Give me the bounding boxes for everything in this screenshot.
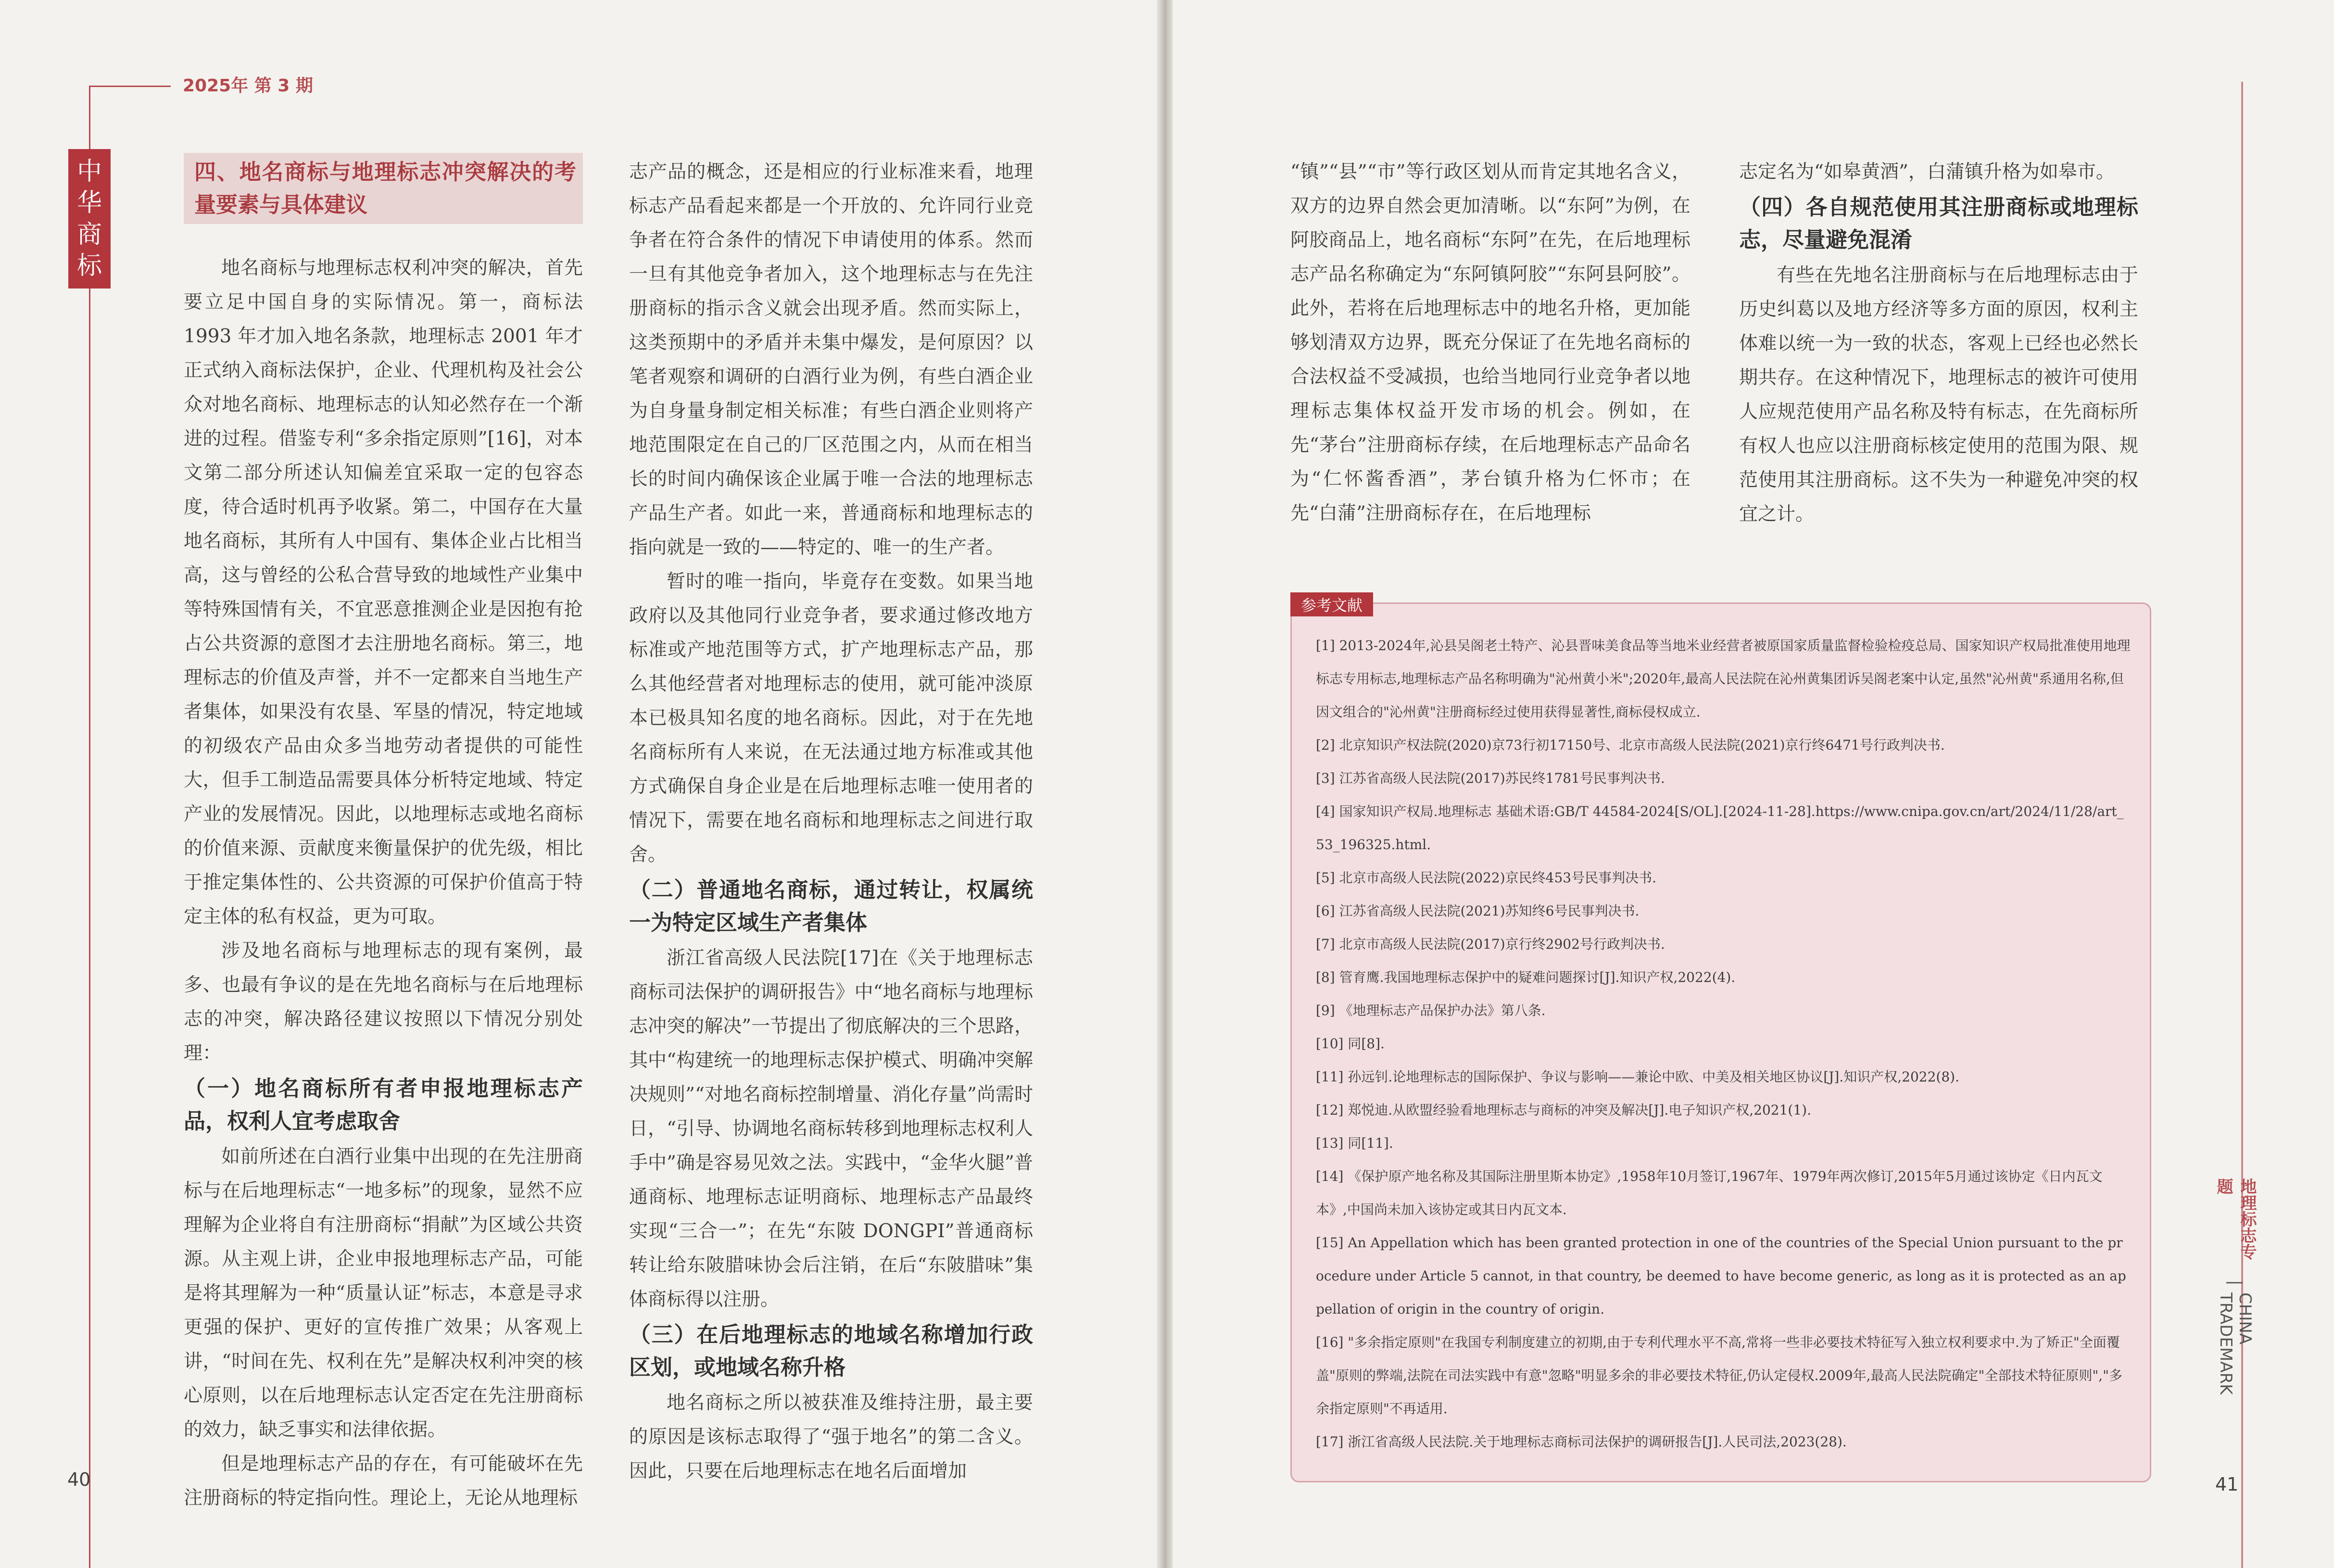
reference-list: [1316, 629, 2131, 1458]
text-column-1: [184, 153, 583, 1515]
page-number: 40: [67, 1469, 91, 1490]
paragraph: 暂时的唯一指向，毕竟存在变数。如果当地政府以及其他同行业竞争者，要求通过修改地方标准或产地范围等方式，扩产地理标志产品，那么其他经营者对地理标志的使用，就可能冲淡原本已极具知名度的地名商标。因此，对于在先地名商标所有人来说，在无法通过地方标准或其他方式确保自身企业是在后地理标志唯一使用者的情况下，需要在地名商标和地理标志之间进行取舍。: [629, 571, 1033, 866]
paragraph: 志定名为“如皋黄酒”，白蒲镇升格为如皋市。: [1739, 161, 2115, 183]
reference-item: [1] 2013-2024年,沁县吴阁老土特产、沁县晋味美食品等当地米业经营者被原国家质量监督检验检疫总局、国家知识产权局批准使用地理标志专用标志,地理标志产品名称明确为"沁州黄小米";2020年,最高人民法院在沁州黄集团诉吴阁老案中认定,虽然"沁州黄"系通用名称,但因文组合的"沁州黄"注册商标经过使用获得显著性,商标侵权成立.: [1316, 638, 2131, 720]
reference-item: [12] 郑悦迪.从欧盟经验看地理标志与商标的冲突及解决[J].电子知识产权,2021(1).: [1316, 1102, 1811, 1118]
journal-logo: [68, 149, 111, 289]
paragraph: 但是地理标志产品的存在，有可能破坏在先注册商标的特定指向性。理论上，无论从地理标: [184, 1453, 583, 1509]
reference-item: [6] 江苏省高级人民法院(2021)苏知终6号民事判决书.: [1316, 903, 1640, 919]
margin-rule: [89, 86, 90, 1568]
subheading: （一）地名商标所有者申报地理标志产品，权利人宜考虑取舍: [184, 1076, 583, 1134]
paragraph: 涉及地名商标与地理标志的现有案例，最多、也最有争议的是在先地名商标与在后地理标志的冲突，解决路径建议按照以下情况分别处理：: [184, 940, 583, 1064]
references-box: [1290, 602, 2151, 1482]
text-column-3: [1290, 155, 1691, 530]
reference-item: [2] 北京知识产权法院(2020)京73行初17150号、北京市高级人民法院(2021)京行终6471号行政判决书.: [1316, 737, 1945, 753]
logo-char: 中: [76, 157, 102, 186]
left-page: [0, 0, 1160, 1568]
column-body: [184, 251, 583, 1515]
issue-label: 2025年 第 3 期: [183, 76, 313, 96]
text-column-2: [629, 155, 1033, 1488]
references-label: 参考文献: [1290, 592, 1373, 616]
paragraph: 地名商标与地理标志权利冲突的解决，首先要立足中国自身的实际情况。第一，商标法1993 年才加入地名条款，地理标志 2001 年才正式纳入商标法保护，企业、代理机构及社会公众对地名商标、地理标志的认知必然存在一个渐进的过程。借鉴专利“多余指定原则”[16]，对本文第二部分所述认知偏差宜采取一定的包容态度，待合适时机再予收紧。第二，中国存在大量地名商标，其所有人中国有、集体企业占比相当高，这与曾经的公私合营导致的地域性产业集中等特殊国情有关，不宜恶意推测企业是因抱有抢占公共资源的意图才去注册地名商标。第三，地理标志的价值及声誉，并不一定都来自当地生产者集体，如果没有农垦、军垦的情况，特定地域的初级农产品由众多当地劳动者提供的可能性大，但手工制造品需要具体分析特定地域、特定产业的发展情况。因此，以地理标志或地名商标的价值来源、贡献度来衡量保护的优先级，相比于推定集体性的、公共资源的可保护价值高于特定主体的私有权益，更为可取。: [184, 257, 583, 928]
column-body: [1290, 155, 1691, 530]
subheading: （三）在后地理标志的地域名称增加行政区划，或地域名称升格: [629, 1322, 1033, 1380]
reference-item: [16] "多余指定原则"在我国专利制度建立的初期,由于专利代理水平不高,常将一些非必要技术特征写入独立权利要求中.为了矫正"全面覆盖"原则的弊端,法院在司法实践中有意"忽略"明显多余的非必要技术特征,仍认定侵权.2009年,最高人民法院确定"全部技术特征原则","多余指定原则"不再适用.: [1316, 1334, 2123, 1417]
reference-item: [15] An Appellation which has been granted protection in one of the countries of the Special Union pursuant to the procedure under Article 5 cannot, in that country, be deemed to have become generic, as long as it is protected as an appellation of origin in the country of origin.: [1316, 1235, 2126, 1317]
section-heading: 四、地名商标与地理标志冲突解决的考量要素与具体建议: [184, 153, 583, 224]
paragraph: 志产品的概念，还是相应的行业标准来看，地理标志产品看起来都是一个开放的、允许同行业竞争者在符合条件的情况下申请使用的体系。然而一旦有其他竞争者加入，这个地理标志与在先注册商标的指示含义就会出现矛盾。然而实际上，这类预期中的矛盾并未集中爆发，是何原因？以笔者观察和调研的白酒行业为例，有些白酒企业为自身量身制定相关标准；有些白酒企业则将产地范围限定在自己的厂区范围之内，从而在相当长的时间内确保该企业属于唯一合法的地理标志产品生产者。如此一来，普通商标和地理标志的指向就是一致的——特定的、唯一的生产者。: [629, 161, 1033, 558]
logo-char: 标: [76, 251, 102, 281]
reference-item: [17] 浙江省高级人民法院.关于地理标志商标司法保护的调研报告[J].人民司法,2023(28).: [1316, 1434, 1847, 1450]
reference-item: [14] 《保护原产地名称及其国际注册里斯本协定》,1958年10月签订,1967年、1979年两次修订,2015年5月通过该协定《日内瓦文本》,中国尚未加入该协定或其日内瓦文本.: [1316, 1168, 2103, 1217]
reference-item: [7] 北京市高级人民法院(2017)京行终2902号行政判决书.: [1316, 936, 1665, 952]
subheading: （四）各自规范使用其注册商标或地理标志，尽量避免混淆: [1739, 194, 2138, 252]
paragraph: 浙江省高级人民法院[17]在《关于地理标志商标司法保护的调研报告》中“地名商标与地理标志冲突的解决”一节提出了彻底解决的三个思路，其中“构建统一的地理标志保护模式、明确冲突解决规则”“对地名商标控制增量、消化存量”尚需时日，“引导、协调地名商标转移到地理标志权利人手中”确是容易见效之法。实践中，“金华火腿”普通商标、地理标志证明商标、地理标志产品最终实现“三合一”；在先“东陂 DONGPI”普通商标转让给东陂腊味协会后注销，在后“东陂腊味”集体商标得以注册。: [629, 947, 1033, 1310]
column-body: [1739, 155, 2138, 531]
reference-item: [13] 同[11].: [1316, 1135, 1393, 1151]
header-rule: [89, 86, 171, 87]
side-title-en: CHINA TRADEMARK: [2216, 1292, 2255, 1395]
paragraph: 地名商标之所以被获准及维持注册，最主要的原因是该标志取得了“强于地名”的第二含义。因此，只要在后地理标志在地名后面增加: [629, 1392, 1033, 1482]
text-column-4: [1739, 155, 2138, 531]
side-title: [2214, 1178, 2257, 1447]
page-number: 41: [2215, 1474, 2239, 1495]
reference-item: [11] 孙远钊.论地理标志的国际保护、争议与影响——兼论中欧、中美及相关地区协议[J].知识产权,2022(8).: [1316, 1069, 1959, 1085]
reference-item: [3] 江苏省高级人民法院(2017)苏民终1781号民事判决书.: [1316, 770, 1665, 786]
logo-char: 商: [76, 220, 102, 249]
subheading: （二）普通地名商标，通过转让，权属统一为特定区域生产者集体: [629, 877, 1033, 935]
paragraph: 如前所述在白酒行业集中出现的在先注册商标与在后地理标志“一地多标”的现象，显然不应理解为企业将自有注册商标“捐献”为区域公共资源。从主观上讲，企业申报地理标志产品，可能是将其理解为一种“质量认证”标志，本意是寻求更强的保护、更好的宣传推广效果；从客观上讲，“时间在先、权利在先”是解决权利冲突的核心原则，以在后地理标志认定否定在先注册商标的效力，缺乏事实和法律依据。: [184, 1146, 583, 1441]
side-title-separator: |: [2226, 1280, 2245, 1286]
reference-item: [5] 北京市高级人民法院(2022)京民终453号民事判决书.: [1316, 870, 1657, 886]
reference-item: [4] 国家知识产权局.地理标志 基础术语:GB/T 44584-2024[S/OL].[2024-11-28].https://www.cnipa.gov.cn/art/2024/11/28/art_53_196325.html.: [1316, 803, 2124, 853]
paragraph: 有些在先地名注册商标与在后地理标志由于历史纠葛以及地方经济等多方面的原因，权利主体难以统一为一致的状态，客观上已经也必然长期共存。在这种情况下，地理标志的被许可使用人应规范使用产品名称及特有标志，在先商标所有权人也应以注册商标核定使用的范围为限、规范使用其注册商标。这不失为一种避免冲突的权宜之计。: [1739, 264, 2138, 525]
column-body: [629, 155, 1033, 1488]
side-title-cn: 地理标志专题: [2214, 1178, 2257, 1260]
reference-item: [8] 管育鹰.我国地理标志保护中的疑难问题探讨[J].知识产权,2022(4).: [1316, 969, 1736, 985]
paragraph: “镇”“县”“市”等行政区划从而肯定其地名含义，双方的边界自然会更加清晰。以“东阿”为例，在阿胶商品上，地名商标“东阿”在先，在后地理标志产品名称确定为“东阿镇阿胶”“东阿县阿胶”。此外，若将在后地理标志中的地名升格，更加能够划清双方边界，既充分保证了在先地名商标的合法权益不受减损，也给当地同行业竞争者以地理标志集体权益开发市场的机会。例如，在先“茅台”注册商标存续，在后地理标志产品命名为“仁怀酱香酒”，茅台镇升格为仁怀市；在先“白蒲”注册商标存在，在后地理标: [1290, 161, 1691, 524]
reference-item: [10] 同[8].: [1316, 1036, 1385, 1052]
logo-char: 华: [76, 188, 102, 218]
reference-item: [9] 《地理标志产品保护办法》第八条.: [1316, 1003, 1546, 1018]
right-page: [1173, 0, 2334, 1568]
